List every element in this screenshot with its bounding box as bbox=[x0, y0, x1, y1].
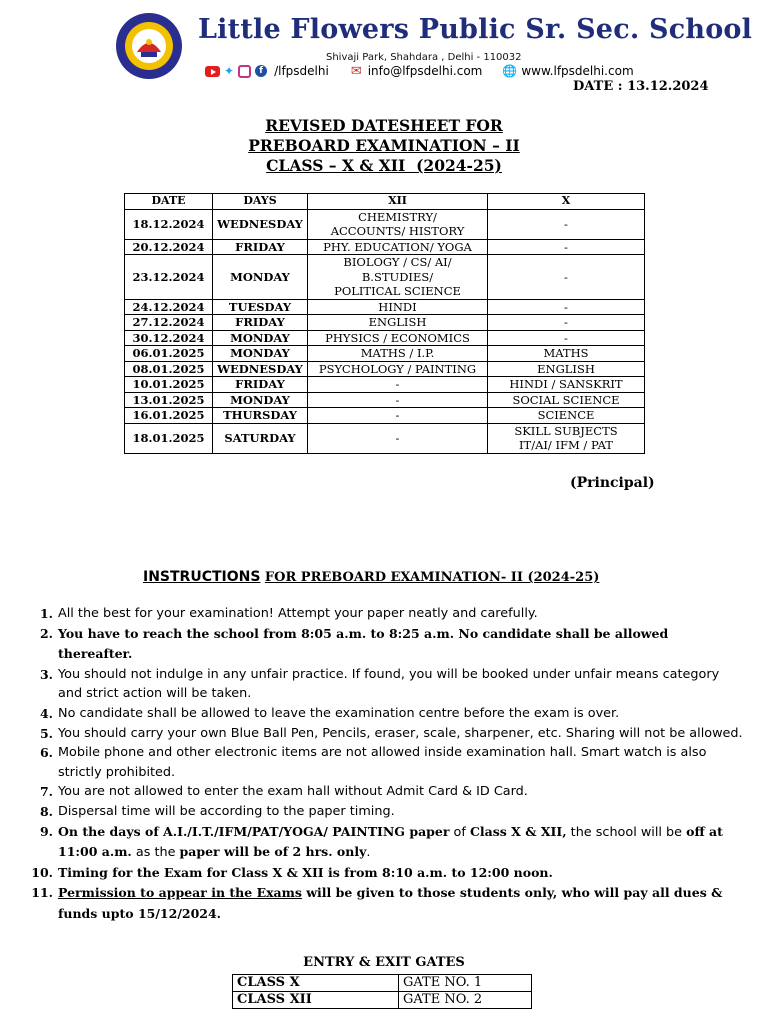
website-link[interactable]: www.lfpsdelhi.com bbox=[521, 64, 634, 78]
cell-day: SATURDAY bbox=[213, 423, 308, 453]
cell-date: 30.12.2024 bbox=[125, 330, 213, 346]
instruction-number: 2. bbox=[39, 625, 53, 641]
instruction-item bbox=[39, 724, 746, 744]
notice-date: DATE : 13.12.2024 bbox=[573, 79, 709, 94]
cell-xii: ENGLISH bbox=[308, 315, 488, 331]
instruction-text: of bbox=[449, 824, 470, 840]
www-icon: 🌐 bbox=[502, 64, 518, 78]
cell-date: 20.12.2024 bbox=[125, 239, 213, 255]
youtube-icon[interactable] bbox=[205, 66, 220, 77]
datesheet-table bbox=[124, 193, 645, 454]
instructions-heading bbox=[143, 569, 599, 585]
instruction-number: 3. bbox=[39, 666, 53, 682]
cell-day: MONDAY bbox=[213, 346, 308, 362]
gate-class: CLASS XII bbox=[233, 992, 399, 1009]
cell-date: 18.12.2024 bbox=[125, 209, 213, 239]
cell-date: 10.01.2025 bbox=[125, 377, 213, 393]
datesheet-header-row bbox=[125, 194, 645, 210]
cell-x: - bbox=[488, 239, 645, 255]
col-header-x: X bbox=[488, 194, 645, 210]
datesheet-row bbox=[125, 423, 645, 453]
cell-x: - bbox=[488, 299, 645, 315]
instructions-heading-main: INSTRUCTIONS bbox=[143, 569, 261, 585]
contact-row bbox=[205, 63, 634, 79]
instruction-item bbox=[39, 604, 746, 624]
cell-day: WEDNESDAY bbox=[213, 209, 308, 239]
facebook-icon[interactable]: f bbox=[255, 65, 267, 77]
principal-signature-label: (Principal) bbox=[570, 475, 655, 491]
instruction-item bbox=[39, 743, 746, 782]
cell-xii: PSYCHOLOGY / PAINTING bbox=[308, 361, 488, 377]
instruction-text: Timing for the Exam for Class X & XII is from 8:10 a.m. to 12:00 noon. bbox=[58, 864, 553, 880]
cell-xii: HINDI bbox=[308, 299, 488, 315]
cell-x: HINDI / SANSKRIT bbox=[488, 377, 645, 393]
instruction-number: 7. bbox=[39, 784, 53, 800]
instruction-text: All the best for your examination! Attempt your paper neatly and carefully. bbox=[58, 606, 538, 621]
instruction-number: 8. bbox=[39, 803, 53, 819]
instruction-item bbox=[39, 704, 746, 724]
title-line-2: PREBOARD EXAMINATION – II bbox=[248, 136, 520, 155]
cell-x: - bbox=[488, 330, 645, 346]
instruction-item bbox=[39, 802, 746, 822]
instruction-number: 6. bbox=[39, 745, 53, 761]
instruction-text: Permission to appear in the Exams bbox=[58, 885, 302, 901]
cell-day: MONDAY bbox=[213, 330, 308, 346]
datesheet-title bbox=[0, 116, 768, 176]
cell-day: FRIDAY bbox=[213, 315, 308, 331]
gate-row bbox=[233, 992, 532, 1009]
instruction-text: On the days of A.I./I.T./IFM/PAT/YOGA/ PAINTING paper bbox=[58, 823, 450, 839]
gate-number: GATE NO. 2 bbox=[399, 992, 532, 1009]
cell-xii: BIOLOGY / CS/ AI/ B.STUDIES/ POLITICAL SCIENCE bbox=[308, 255, 488, 300]
instruction-item bbox=[31, 863, 746, 884]
instruction-number: 10. bbox=[31, 864, 53, 880]
cell-date: 18.01.2025 bbox=[125, 423, 213, 453]
cell-x: SOCIAL SCIENCE bbox=[488, 392, 645, 408]
cell-xii: - bbox=[308, 392, 488, 408]
instruction-number: 9. bbox=[39, 823, 53, 839]
cell-day: MONDAY bbox=[213, 255, 308, 300]
cell-day: TUESDAY bbox=[213, 299, 308, 315]
datesheet-row bbox=[125, 361, 645, 377]
title-line-3: CLASS – X & XII (2024-25) bbox=[266, 156, 502, 175]
instruction-item bbox=[39, 665, 746, 704]
cell-x: - bbox=[488, 209, 645, 239]
col-header-date: DATE bbox=[125, 194, 213, 210]
cell-date: 06.01.2025 bbox=[125, 346, 213, 362]
cell-day: THURSDAY bbox=[213, 408, 308, 424]
cell-x: - bbox=[488, 255, 645, 300]
instruction-number: 11. bbox=[31, 885, 53, 901]
school-logo bbox=[115, 12, 183, 80]
instagram-icon[interactable] bbox=[238, 65, 251, 78]
cell-x: SKILL SUBJECTS IT/AI/ IFM / PAT bbox=[488, 423, 645, 453]
social-handle[interactable]: /lfpsdelhi bbox=[274, 64, 329, 78]
cell-xii: CHEMISTRY/ ACCOUNTS/ HISTORY bbox=[308, 209, 488, 239]
datesheet-row bbox=[125, 392, 645, 408]
datesheet-row bbox=[125, 330, 645, 346]
cell-x: - bbox=[488, 315, 645, 331]
cell-x: MATHS bbox=[488, 346, 645, 362]
cell-x: SCIENCE bbox=[488, 408, 645, 424]
datesheet-row bbox=[125, 255, 645, 300]
school-address: Shivaji Park, Shahdara , Delhi - 110032 bbox=[326, 52, 522, 63]
instruction-text: You have to reach the school from 8:05 a.m. to 8:25 a.m. No candidate shall be allowed thereafter. bbox=[58, 625, 669, 662]
cell-date: 16.01.2025 bbox=[125, 408, 213, 424]
instructions-list bbox=[31, 604, 746, 925]
cell-xii: - bbox=[308, 377, 488, 393]
instruction-text: . bbox=[366, 845, 371, 861]
instruction-item bbox=[39, 624, 746, 665]
instruction-text: No candidate shall be allowed to leave the examination centre before the exam is over. bbox=[58, 705, 620, 721]
cell-date: 24.12.2024 bbox=[125, 299, 213, 315]
twitter-icon[interactable]: ✦ bbox=[224, 64, 235, 78]
cell-day: WEDNESDAY bbox=[213, 361, 308, 377]
instruction-text: You should carry your own Blue Ball Pen, Pencils, eraser, scale, sharpener, etc. Sharing will not be allowed. bbox=[58, 725, 743, 741]
cell-date: 27.12.2024 bbox=[125, 315, 213, 331]
gate-row bbox=[233, 975, 532, 992]
cell-xii: MATHS / I.P. bbox=[308, 346, 488, 362]
instruction-number: 1. bbox=[39, 606, 53, 621]
cell-xii: - bbox=[308, 423, 488, 453]
instruction-text: as the bbox=[131, 845, 180, 861]
col-header-xii: XII bbox=[308, 194, 488, 210]
instruction-number: 4. bbox=[39, 705, 53, 721]
instructions-heading-sub: FOR PREBOARD EXAMINATION- II (2024-25) bbox=[264, 570, 600, 585]
gate-class: CLASS X bbox=[233, 975, 399, 992]
school-name: Little Flowers Public Sr. Sec. School bbox=[198, 14, 753, 45]
datesheet-row bbox=[125, 299, 645, 315]
gates-table bbox=[232, 974, 532, 1009]
instruction-number: 5. bbox=[39, 725, 53, 741]
email-link[interactable]: info@lfpsdelhi.com bbox=[367, 64, 483, 78]
cell-x: ENGLISH bbox=[488, 361, 645, 377]
instruction-text: the school will be bbox=[566, 824, 687, 840]
datesheet-row bbox=[125, 377, 645, 393]
instruction-text: Dispersal time will be according to the paper timing. bbox=[58, 803, 395, 819]
instruction-text: paper will be of 2 hrs. only bbox=[179, 844, 367, 860]
instruction-text: will be given to those students only, who will pay all dues & funds upto 15/12/2024. bbox=[58, 885, 723, 921]
gate-number: GATE NO. 1 bbox=[399, 975, 532, 992]
datesheet-row bbox=[125, 346, 645, 362]
instruction-text: You should not indulge in any unfair practice. If found, you will be booked under unfair means category and strict action will be taken. bbox=[58, 666, 720, 702]
instruction-item bbox=[31, 883, 746, 924]
datesheet-row bbox=[125, 239, 645, 255]
cell-day: FRIDAY bbox=[213, 239, 308, 255]
mail-icon: ✉ bbox=[350, 63, 362, 79]
cell-xii: PHY. EDUCATION/ YOGA bbox=[308, 239, 488, 255]
cell-date: 23.12.2024 bbox=[125, 255, 213, 300]
instruction-item bbox=[39, 782, 746, 802]
title-line-1: REVISED DATESHEET FOR bbox=[265, 116, 503, 135]
instruction-text: off at 11:00 a.m. bbox=[58, 823, 723, 860]
instruction-text: Class X & XII, bbox=[469, 823, 567, 839]
cell-xii: PHYSICS / ECONOMICS bbox=[308, 330, 488, 346]
gates-title: ENTRY & EXIT GATES bbox=[303, 955, 465, 970]
datesheet-row bbox=[125, 315, 645, 331]
cell-date: 13.01.2025 bbox=[125, 392, 213, 408]
cell-day: MONDAY bbox=[213, 392, 308, 408]
cell-date: 08.01.2025 bbox=[125, 361, 213, 377]
datesheet-row bbox=[125, 408, 645, 424]
datesheet-row bbox=[125, 209, 645, 239]
cell-day: FRIDAY bbox=[213, 377, 308, 393]
cell-xii: - bbox=[308, 408, 488, 424]
instruction-text: You are not allowed to enter the exam hall without Admit Card & ID Card. bbox=[58, 784, 528, 800]
instruction-text: Mobile phone and other electronic items are not allowed inside examination hall. Smart watch is also strictly prohibited. bbox=[58, 745, 707, 780]
instruction-item bbox=[39, 822, 746, 863]
col-header-days: DAYS bbox=[213, 194, 308, 210]
